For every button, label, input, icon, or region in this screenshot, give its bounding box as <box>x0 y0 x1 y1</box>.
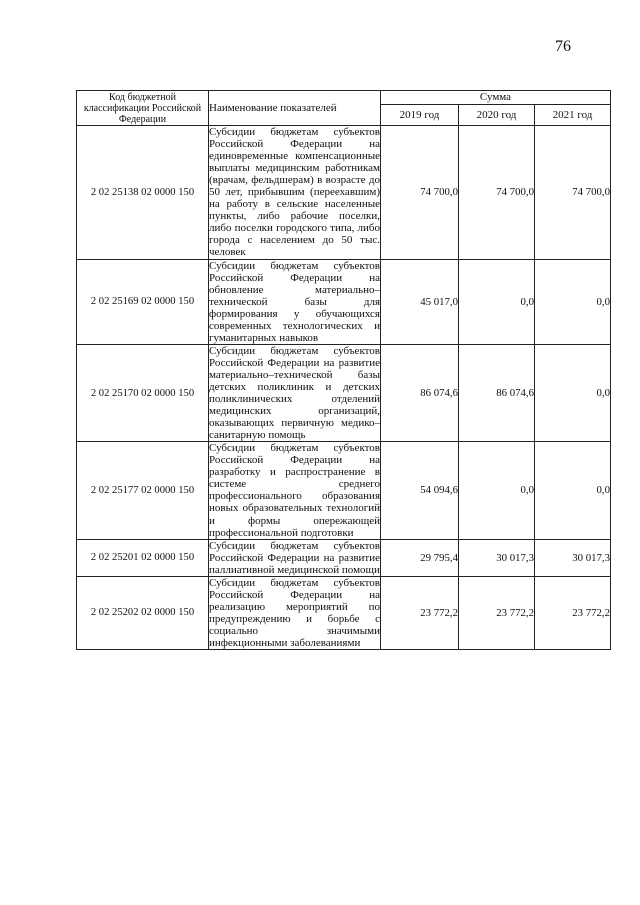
row-code: 2 02 25202 02 0000 150 <box>77 576 209 649</box>
page-number: 76 <box>555 38 571 55</box>
row-value-2021: 74 700,0 <box>535 126 611 260</box>
header-row <box>77 91 611 105</box>
row-code: 2 02 25170 02 0000 150 <box>77 344 209 441</box>
table-row <box>77 126 611 260</box>
row-value-2021: 0,0 <box>535 344 611 441</box>
row-value-2019: 86 074,6 <box>381 344 459 441</box>
row-value-2020: 86 074,6 <box>459 344 535 441</box>
row-value-2019: 23 772,2 <box>381 576 459 649</box>
row-code: 2 02 25201 02 0000 150 <box>77 539 209 576</box>
row-value-2020: 0,0 <box>459 259 535 344</box>
row-name: Субсидии бюджетам субъектов Российской Федерации на разработку и распространение в системе среднего профессионального образования новых образовательных технологий и формы опережающей профессиональной подготовки <box>209 442 380 539</box>
row-name: Субсидии бюджетам субъектов Российской Федерации на реализацию мероприятий по предупреждению и борьбе с социально значимыми инфекционными заболеваниями <box>209 576 380 649</box>
row-name: Субсидии бюджетам субъектов Российской Федерации на развитие паллиативной медицинской помощи <box>209 539 380 576</box>
table-row <box>77 344 611 441</box>
row-name: Субсидии бюджетам субъектов Российской Федерации на развитие материально–технической базы детских поликлиник и детских поликлинических отделений медицинских организаций, оказывающих первичную медико–санитарную помощь <box>209 344 380 442</box>
header-year-2020: 2020 год <box>459 105 535 126</box>
budget-table <box>76 90 611 650</box>
row-value-2019: 45 017,0 <box>381 259 459 344</box>
table-row <box>77 259 611 344</box>
row-name: Субсидии бюджетам субъектов Российской Федерации на обновление материально–технической базы для формирования у обучающихся современных технологических и гуманитарных навыков <box>209 259 380 344</box>
row-name: Субсидии бюджетам субъектов Российской Федерации на единовременные компенсационные выплаты медицинским работникам (врачам, фельдшерам) в возрасте до 50 лет, прибывшим (переехавшим) на работу в сельские населенные пункты, либо рабочие поселки, либо поселки городского типа, либо города с населением до 50 тыс. человек <box>209 126 380 259</box>
header-sum: Сумма <box>381 91 611 105</box>
header-name: Наименование показателей <box>209 91 381 126</box>
row-value-2019: 74 700,0 <box>381 126 459 260</box>
row-value-2019: 29 795,4 <box>381 539 459 576</box>
row-value-2020: 30 017,3 <box>459 539 535 576</box>
table-row <box>77 576 611 649</box>
table-row <box>77 442 611 539</box>
row-value-2020: 0,0 <box>459 442 535 539</box>
row-value-2019: 54 094,6 <box>381 442 459 539</box>
header-year-2021: 2021 год <box>535 105 611 126</box>
row-code: 2 02 25169 02 0000 150 <box>77 259 209 344</box>
row-value-2021: 30 017,3 <box>535 539 611 576</box>
row-value-2021: 0,0 <box>535 442 611 539</box>
row-code: 2 02 25138 02 0000 150 <box>77 126 209 260</box>
header-code: Код бюджетной классификации Российской Федерации <box>77 91 209 126</box>
row-value-2021: 23 772,2 <box>535 576 611 649</box>
row-code: 2 02 25177 02 0000 150 <box>77 442 209 539</box>
row-value-2021: 0,0 <box>535 259 611 344</box>
row-value-2020: 74 700,0 <box>459 126 535 260</box>
header-year-2019: 2019 год <box>381 105 459 126</box>
table-row <box>77 539 611 576</box>
row-value-2020: 23 772,2 <box>459 576 535 649</box>
